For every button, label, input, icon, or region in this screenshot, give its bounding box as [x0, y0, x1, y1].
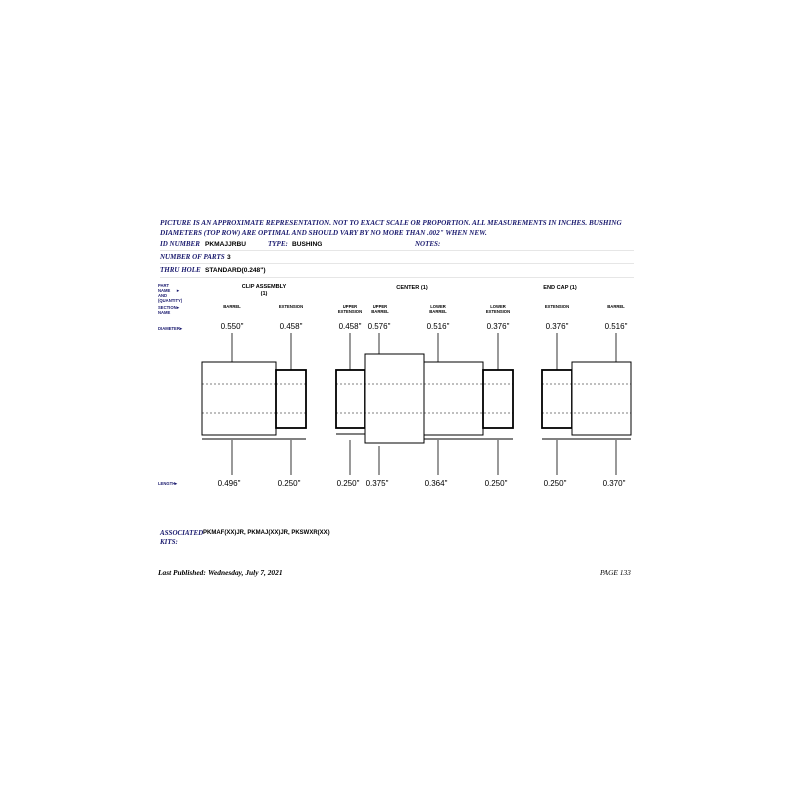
disclaimer-text: PICTURE IS AN APPROXIMATE REPRESENTATION. NOT TO EXACT SCALE OR PROPORTION. ALL MEASUREMENTS IN INCHES. BUSHING DIAMETERS (TOP ROW) ARE OPTIMAL AND SHOULD VARY BY NO MORE THAN .002" WHEN NEW.: [160, 219, 622, 237]
parts-count-label: NUMBER OF PARTS: [160, 253, 225, 261]
associated-kits-label: ASSOCIATED KITS:: [160, 529, 204, 546]
length-value: 0.250": [484, 479, 508, 488]
arrow-icon: ►: [179, 326, 184, 331]
id-number-value: PKMAJJRBU: [205, 241, 247, 248]
diameter-value: 0.376": [486, 322, 510, 331]
end-cap-drawing: [542, 362, 631, 439]
part-quantity: (1): [260, 290, 268, 297]
section-name: EXTENSION: [278, 304, 304, 309]
length-value: 0.370": [602, 479, 626, 488]
part-header-center: CENTER (1): [396, 285, 428, 291]
type-value: BUSHING: [292, 241, 323, 248]
section-name-row-label: SECTION NAME: [158, 305, 177, 315]
clip-assembly-drawing: [202, 362, 306, 439]
type-label: TYPE:: [268, 240, 288, 248]
diameter-value: 0.376": [545, 322, 569, 331]
thru-hole-value: STANDARD(0.248"): [205, 267, 266, 274]
section-name: LOWER BARREL: [429, 304, 447, 314]
diameter-value: 0.516": [604, 322, 628, 331]
part-header-end-cap: END CAP (1): [543, 285, 577, 291]
parts-count-value: 3: [227, 254, 231, 261]
arrow-icon: ►: [174, 481, 179, 486]
diameter-value: 0.458": [338, 322, 362, 331]
length-value: 0.496": [217, 479, 241, 488]
part-name: CLIP ASSEMBLY: [241, 284, 287, 290]
diameter-row-label: DIAMETER: [158, 326, 180, 331]
section-name: UPPER EXTENSION: [337, 304, 363, 314]
published-date: Wednesday, July 7, 2021: [208, 568, 283, 577]
id-number-label: ID NUMBER: [160, 240, 200, 248]
section-name: LOWER EXTENSION: [485, 304, 511, 314]
part-name-row-label: PART NAME AND (QUANTITY): [158, 283, 183, 303]
diameter-value: 0.516": [426, 322, 450, 331]
thru-hole-label: THRU HOLE: [160, 266, 201, 274]
section-name: UPPER BARREL: [371, 304, 389, 314]
length-row-label: LENGTH: [158, 481, 176, 486]
arrow-icon: ►: [176, 305, 181, 310]
length-value: 0.250": [336, 479, 360, 488]
length-value: 0.250": [277, 479, 301, 488]
center-drawing: [336, 354, 513, 443]
length-value: 0.250": [543, 479, 567, 488]
associated-kits-value: PKMAF(XX)JR, PKMAJ(XX)JR, PKSWXR(XX): [203, 530, 330, 536]
section-name: BARREL: [223, 304, 241, 309]
page-number: PAGE 133: [600, 568, 631, 577]
diameter-value: 0.550": [220, 322, 244, 331]
diameter-value: 0.576": [367, 322, 391, 331]
published-label: Last Published:: [158, 568, 206, 577]
section-name: BARREL: [607, 304, 625, 309]
diameter-value: 0.458": [279, 322, 303, 331]
notes-label: NOTES:: [415, 240, 441, 248]
arrow-icon: ►: [176, 288, 181, 293]
length-value: 0.375": [365, 479, 389, 488]
length-value: 0.364": [424, 479, 448, 488]
section-name: EXTENSION: [544, 304, 570, 309]
